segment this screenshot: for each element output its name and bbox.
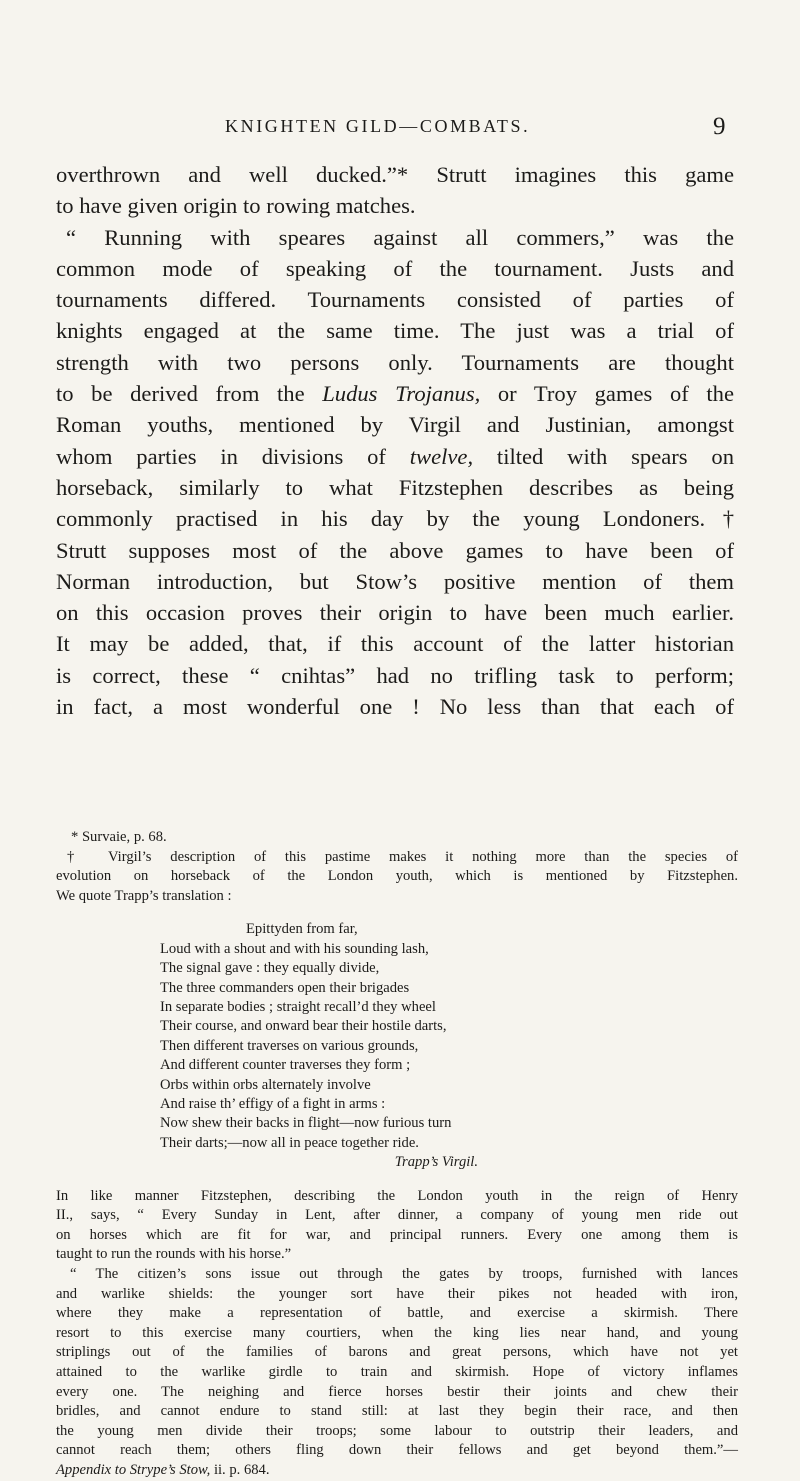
footnote-2-line: evolution on horseback of the London youth, which is mentioned by Fitzstephen. xyxy=(56,868,738,885)
verse-line: And raise th’ effigy of a fight in arms : xyxy=(160,1096,386,1113)
verse-line: Their course, and onward bear their hostile darts, xyxy=(160,1018,447,1035)
verse-line: Orbs within orbs alternately involve xyxy=(160,1076,371,1093)
verse-line: The three commanders open their brigades xyxy=(160,979,410,996)
main-text xyxy=(56,159,734,722)
footnote-2-line: We quote Trapp’s translation : xyxy=(56,887,232,904)
verse-line: Now shew their backs in flight—now furious turn xyxy=(160,1115,452,1132)
text-line: tournaments differed. Tournaments consisted of parties of xyxy=(56,287,734,313)
footnote-paragraph-line: and warlike shields: the younger sort have their pikes not headed with iron, xyxy=(56,1285,738,1302)
footnote-paragraph-line: attained to the warlike girdle to train and skirmish. Hope of victory inflames xyxy=(56,1364,738,1380)
footnote-paragraph-line: II., says, “ Every Sunday in Lent, after dinner, a company of young men ride out xyxy=(56,1207,738,1224)
text-line: to have given origin to rowing matches. xyxy=(56,193,416,219)
running-head-title: KNIGHTEN GILD—COMBATS. xyxy=(225,116,531,136)
footnote-paragraph-line: every one. The neighing and fierce horses bestir their joints and chew their xyxy=(56,1383,738,1400)
text-line: Roman youths, mentioned by Virgil and Justinian, amongst xyxy=(56,412,734,438)
text-line: overthrown and well ducked.”* Strutt imagines this game xyxy=(56,162,734,187)
page-number: 9 xyxy=(713,113,726,140)
footnote-paragraph-line: cannot reach them; others fling down their fellows and get beyond them.”— xyxy=(56,1442,738,1459)
text-line: common mode of speaking of the tournament. Justs and xyxy=(56,255,734,281)
text-line: strength with two persons only. Tournaments are thought xyxy=(56,349,734,375)
text-line: It may be added, that, if this account of the latter historian xyxy=(56,631,734,657)
verse-attribution: Trapp’s Virgil. xyxy=(394,1154,478,1171)
verse-line: The signal gave : they equally divide, xyxy=(160,960,380,977)
text-line: is correct, these “ cnihtas” had no trifling task to perform; xyxy=(56,662,734,688)
text-line: on this occasion proves their origin to have been much earlier. xyxy=(56,600,734,626)
footnotes xyxy=(56,828,738,1481)
footnote-paragraph-line: the young men divide their troops; some labour to outstrip their leaders, and xyxy=(56,1422,738,1439)
footnote-paragraph-line: striplings out of the families of barons and great persons, which have not yet xyxy=(56,1344,738,1361)
text-fragment: or Troy games of the xyxy=(480,381,734,407)
text-line: “ Running with speares against all commers,” was the xyxy=(66,224,734,250)
verse-line: And different counter traverses they form ; xyxy=(160,1057,411,1074)
footnote-source xyxy=(56,1461,738,1481)
footnote-paragraph-line: taught to run the rounds with his horse.” xyxy=(56,1246,292,1263)
running-header xyxy=(0,113,800,146)
text-line: commonly practised in his day by the young Londoners.† xyxy=(56,506,734,532)
text-line: in fact, a most wonderful one ! No less than that each of xyxy=(56,694,734,720)
source-page: ii. p. 684. xyxy=(210,1461,270,1478)
text-line xyxy=(56,441,734,472)
italic-term: twelve, xyxy=(409,443,474,469)
text-fragment: to be derived from the xyxy=(56,381,323,407)
verse-line: Loud with a shout and with his sounding lash, xyxy=(160,940,429,957)
verse-line: Epittyden from far, xyxy=(246,921,358,938)
verse-quotation xyxy=(160,920,738,1172)
text-line: horseback, similarly to what Fitzstephen describes as being xyxy=(56,474,734,500)
text-line: knights engaged at the same time. The just was a trial of xyxy=(56,318,734,344)
verse-line: In separate bodies ; straight recall’d they wheel xyxy=(160,999,436,1015)
italic-term: Ludus Trojanus, xyxy=(322,381,481,407)
footnote-paragraph-line: bridles, and cannot endure to stand still: at last they begin their race, and then xyxy=(56,1403,738,1420)
verse-line: Their darts;—now all in peace together ride. xyxy=(160,1134,419,1151)
footnote-paragraph-line: where they make a representation of battle, and exercise a skirmish. There xyxy=(56,1305,738,1322)
footnote-paragraph-line: “ The citizen’s sons issue out through the gates by troops, furnished with lances xyxy=(70,1266,738,1283)
text-fragment: whom parties in divisions of xyxy=(56,443,410,469)
verse-line: Then different traverses on various grounds, xyxy=(160,1037,419,1054)
text-line: Strutt supposes most of the above games to have been of xyxy=(56,537,734,563)
text-fragment: tilted with spears on xyxy=(473,443,734,469)
footnote-paragraph-line: In like manner Fitzstephen, describing the London youth in the reign of Henry xyxy=(56,1187,738,1204)
footnote-paragraph-line: resort to this exercise many courtiers, when the king lies near hand, and young xyxy=(56,1324,738,1341)
footnote-2-line: † Virgil’s description of this pastime makes it nothing more than the species of xyxy=(67,848,738,865)
footnote-1: * Survaie, p. 68. xyxy=(71,829,167,845)
text-line xyxy=(56,378,734,409)
text-line: Norman introduction, but Stow’s positive mention of them xyxy=(56,568,734,594)
footnote-paragraph-line: on horses which are fit for war, and principal runners. Every one among them is xyxy=(56,1226,738,1243)
source-title: Appendix to Strype’s Stow, xyxy=(56,1461,211,1478)
